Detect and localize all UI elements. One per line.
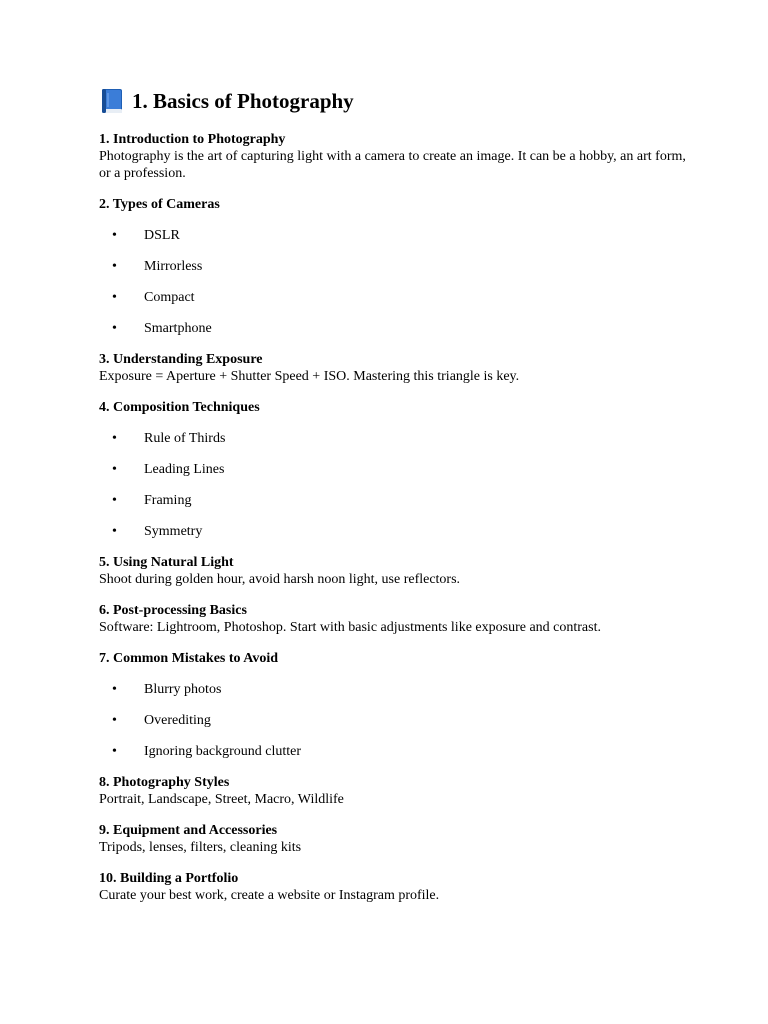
list-item-text: Blurry photos <box>144 682 222 697</box>
bullet-glyph: • <box>112 744 117 759</box>
section-body: Shoot during golden hour, avoid harsh noon light, use reflectors. <box>99 572 461 587</box>
list-item <box>99 289 699 306</box>
list-item-text: Framing <box>144 493 192 508</box>
document-title-text: 1. Basics of Photography <box>132 89 354 113</box>
list-item <box>99 681 699 698</box>
list-item <box>99 258 699 275</box>
section-heading: 4. Composition Techniques <box>99 400 260 415</box>
list-item <box>99 430 699 447</box>
list-item <box>99 523 699 540</box>
bullet-list <box>99 681 699 760</box>
section-heading: 2. Types of Cameras <box>99 197 220 212</box>
section-introduction <box>99 131 699 182</box>
section-heading: 1. Introduction to Photography <box>99 132 286 147</box>
bullet-list <box>99 430 699 540</box>
section-body: Portrait, Landscape, Street, Macro, Wildlife <box>99 792 344 807</box>
section-heading: 9. Equipment and Accessories <box>99 823 278 838</box>
bullet-glyph: • <box>112 290 117 305</box>
list-item-text: Smartphone <box>144 321 212 336</box>
bullet-glyph: • <box>112 682 117 697</box>
section-using-natural-light <box>99 554 699 588</box>
section-equipment-and-accessories <box>99 822 699 856</box>
bullet-list <box>99 227 699 337</box>
section-post-processing-basics <box>99 602 699 636</box>
section-photography-styles <box>99 774 699 808</box>
list-item <box>99 320 699 337</box>
bullet-glyph: • <box>112 228 117 243</box>
section-heading: 6. Post-processing Basics <box>99 603 247 618</box>
document <box>99 84 699 918</box>
list-item <box>99 461 699 478</box>
list-item-text: Leading Lines <box>144 462 225 477</box>
section-types-of-cameras <box>99 196 699 337</box>
bullet-glyph: • <box>112 431 117 446</box>
list-item-text: Ignoring background clutter <box>144 744 302 759</box>
section-common-mistakes <box>99 650 699 760</box>
list-item <box>99 492 699 509</box>
list-item <box>99 743 699 760</box>
section-heading: 5. Using Natural Light <box>99 555 234 570</box>
bullet-glyph: • <box>112 321 117 336</box>
section-heading: 10. Building a Portfolio <box>99 871 239 886</box>
section-body: Software: Lightroom, Photoshop. Start with basic adjustments like exposure and contrast. <box>99 620 601 635</box>
list-item <box>99 712 699 729</box>
section-heading: 7. Common Mistakes to Avoid <box>99 651 279 666</box>
section-body: Exposure = Aperture + Shutter Speed + ISO. Mastering this triangle is key. <box>99 369 520 384</box>
bullet-glyph: • <box>112 524 117 539</box>
document-title <box>99 84 699 118</box>
list-item-text: Overediting <box>144 713 211 728</box>
section-understanding-exposure <box>99 351 699 385</box>
list-item-text: DSLR <box>144 228 180 243</box>
section-body: Tripods, lenses, filters, cleaning kits <box>99 840 302 855</box>
bullet-glyph: • <box>112 462 117 477</box>
section-building-a-portfolio <box>99 870 699 904</box>
bullet-glyph: • <box>112 259 117 274</box>
list-item-text: Compact <box>144 290 195 305</box>
section-body: Curate your best work, create a website or Instagram profile. <box>99 888 440 903</box>
section-body: Photography is the art of capturing light with a camera to create an image. It can be a hobby, an art form, or a profession. <box>99 149 686 181</box>
blue-book-icon <box>99 88 124 114</box>
list-item-text: Symmetry <box>144 524 203 539</box>
section-composition-techniques <box>99 399 699 540</box>
list-item-text: Mirrorless <box>144 259 203 274</box>
bullet-glyph: • <box>112 493 117 508</box>
section-heading: 3. Understanding Exposure <box>99 352 263 367</box>
list-item <box>99 227 699 244</box>
bullet-glyph: • <box>112 713 117 728</box>
list-item-text: Rule of Thirds <box>144 431 226 446</box>
section-heading: 8. Photography Styles <box>99 775 230 790</box>
